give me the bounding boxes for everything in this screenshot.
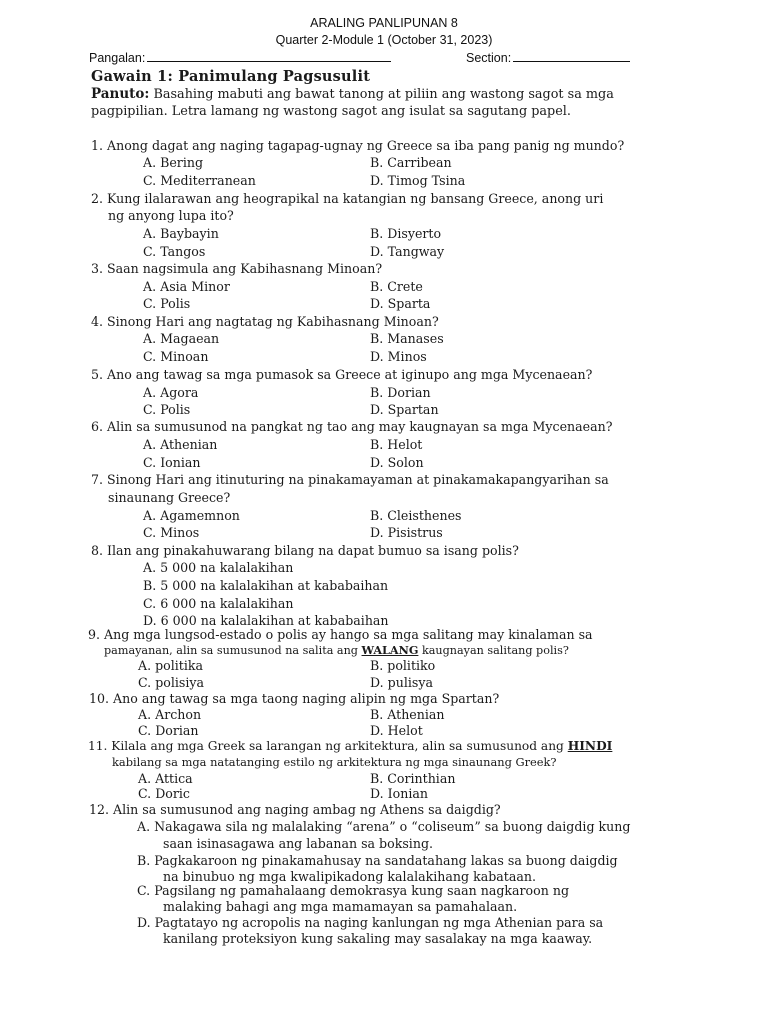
question-9-cont (104, 643, 569, 657)
option-8d: D. 6 000 na kalalakihan at kababaihan (143, 613, 389, 628)
option-4a: A. Magaean (143, 331, 220, 346)
option-1c: C. Mediterranean (143, 173, 256, 188)
option-12d-cont: kanilang proteksiyon kung sakaling may sasalakay na mga kaaway. (163, 931, 593, 946)
question-9: 9. Ang mga lungsod-estado o polis ay hango sa mga salitang may kinalaman sa (88, 627, 593, 642)
option-6b: B. Helot (370, 437, 423, 452)
option-2a: A. Baybayin (143, 226, 219, 241)
option-5d: D. Spartan (370, 402, 439, 417)
instructions (91, 86, 643, 103)
question-8: 8. Ilan ang pinakahuwarang bilang na dapat bumuo sa isang polis? (91, 543, 519, 558)
question-3: 3. Saan nagsimula ang Kabihasnang Minoan? (91, 261, 383, 276)
option-7b: B. Cleisthenes (370, 508, 462, 523)
option-1a: A. Bering (143, 155, 204, 170)
option-12b-cont: na binubuo ng mga kwalipikadong kalalakihang kabataan. (163, 869, 536, 884)
activity-title: Gawain 1: Panimulang Pagsusulit (91, 68, 371, 85)
option-5c: C. Polis (143, 402, 191, 417)
question-11-text: 11. Kilala ang mga Greek sa larangan ng arkitektura, alin sa sumusunod ang (88, 739, 568, 753)
option-10d: D. Helot (370, 723, 423, 738)
option-8a: A. 5 000 na kalalakihan (143, 560, 294, 575)
instruction-label: Panuto: (91, 86, 150, 102)
option-6d: D. Solon (370, 455, 424, 470)
option-6c: C. Ionian (143, 455, 201, 470)
question-11-cont: kabilang sa mga natatanging estilo ng arkitektura ng mga sinaunang Greek? (112, 755, 557, 769)
question-6: 6. Alin sa sumusunod na pangkat ng tao ang may kaugnayan sa mga Mycenaean? (91, 419, 613, 434)
option-7d: D. Pisistrus (370, 525, 443, 540)
option-3c: C. Polis (143, 296, 191, 311)
option-12a-cont: saan isinasagawa ang labanan sa boksing. (163, 836, 434, 851)
question-9-emphasis: WALANG (361, 643, 419, 657)
option-1b: B. Carribean (370, 155, 452, 170)
option-3a: A. Asia Minor (143, 279, 230, 294)
section-blank (513, 60, 630, 62)
option-11b: B. Corinthian (370, 771, 456, 786)
question-5: 5. Ano ang tawag sa mga pumasok sa Greece at iginupo ang mga Mycenaean? (91, 367, 593, 382)
option-12a: A. Nakagawa sila ng malalaking “arena” o “coliseum” sa buong daigdig kung (137, 819, 631, 834)
subject-title: ARALING PANLIPUNAN 8 (310, 16, 458, 30)
option-8b: B. 5 000 na kalalakihan at kababaihan (143, 578, 389, 593)
name-blank (147, 60, 391, 62)
option-10b: B. Athenian (370, 707, 445, 722)
option-4b: B. Manases (370, 331, 444, 346)
option-9d: D. pulisya (370, 675, 433, 690)
option-3d: D. Sparta (370, 296, 431, 311)
option-12c-cont: malaking bahagi ang mga mamamayan sa pamahalaan. (163, 899, 518, 914)
question-10: 10. Ano ang tawag sa mga taong naging alipin ng mga Spartan? (89, 691, 500, 706)
option-12c: C. Pagsilang ng pamahalaang demokrasya kung saan nagkaroon ng (137, 883, 569, 898)
option-11c: C. Doric (138, 786, 190, 801)
question-2-cont: ng anyong lupa ito? (108, 208, 234, 223)
question-7-cont: sinaunang Greece? (108, 490, 231, 505)
option-6a: A. Athenian (143, 437, 218, 452)
instructions-line-2: pagpipilian. Letra lamang ng wastong sagot ang isulat sa sagutang papel. (91, 104, 571, 119)
section-field (466, 51, 630, 65)
option-4c: C. Minoan (143, 349, 209, 364)
option-5a: A. Agora (143, 385, 199, 400)
option-7a: A. Agamemnon (143, 508, 240, 523)
option-2c: C. Tangos (143, 244, 206, 259)
question-1: 1. Anong dagat ang naging tagapag-ugnay ng Greece sa iba pang panig ng mundo? (91, 138, 625, 153)
question-11-emphasis: HINDI (567, 739, 613, 753)
name-label: Pangalan: (89, 51, 146, 65)
question-4: 4. Sinong Hari ang nagtatag ng Kabihasnang Minoan? (91, 314, 439, 329)
option-9b: B. politiko (370, 658, 436, 673)
option-2d: D. Tangway (370, 244, 445, 259)
option-1d: D. Timog Tsina (370, 173, 466, 188)
option-9a: A. politika (138, 658, 204, 673)
option-8c: C. 6 000 na kalalakihan (143, 596, 294, 611)
section-label: Section: (466, 51, 512, 65)
option-11a: A. Attica (138, 771, 193, 786)
question-9-text-a: pamayanan, alin sa sumusunod na salita ang (104, 644, 362, 657)
option-3b: B. Crete (370, 279, 423, 294)
option-11d: D. Ionian (370, 786, 428, 801)
instruction-line-1: Basahing mabuti ang bawat tanong at piliin ang wastong sagot sa mga (149, 87, 614, 102)
question-7: 7. Sinong Hari ang itinuturing na pinakamayaman at pinakamakapangyarihan sa (91, 472, 609, 487)
option-12b: B. Pagkakaroon ng pinakamahusay na sandatahang lakas sa buong daigdig (137, 853, 618, 868)
option-9c: C. polisiya (138, 675, 205, 690)
question-12: 12. Alin sa sumusunod ang naging ambag ng Athens sa daigdig? (89, 802, 501, 817)
option-12d: D. Pagtatayo ng acropolis na naging kanlungan ng mga Athenian para sa (137, 915, 604, 930)
option-7c: C. Minos (143, 525, 200, 540)
option-10a: A. Archon (138, 707, 202, 722)
question-11 (88, 739, 612, 753)
option-5b: B. Dorian (370, 385, 431, 400)
question-2: 2. Kung ilalarawan ang heograpikal na katangian ng bansang Greece, anong uri (91, 191, 604, 206)
option-10c: C. Dorian (138, 723, 199, 738)
name-field (89, 51, 391, 65)
option-4d: D. Minos (370, 349, 427, 364)
module-subtitle: Quarter 2-Module 1 (October 31, 2023) (275, 33, 493, 47)
option-2b: B. Disyerto (370, 226, 442, 241)
question-9-text-b: kaugnayan salitang polis? (418, 644, 569, 657)
